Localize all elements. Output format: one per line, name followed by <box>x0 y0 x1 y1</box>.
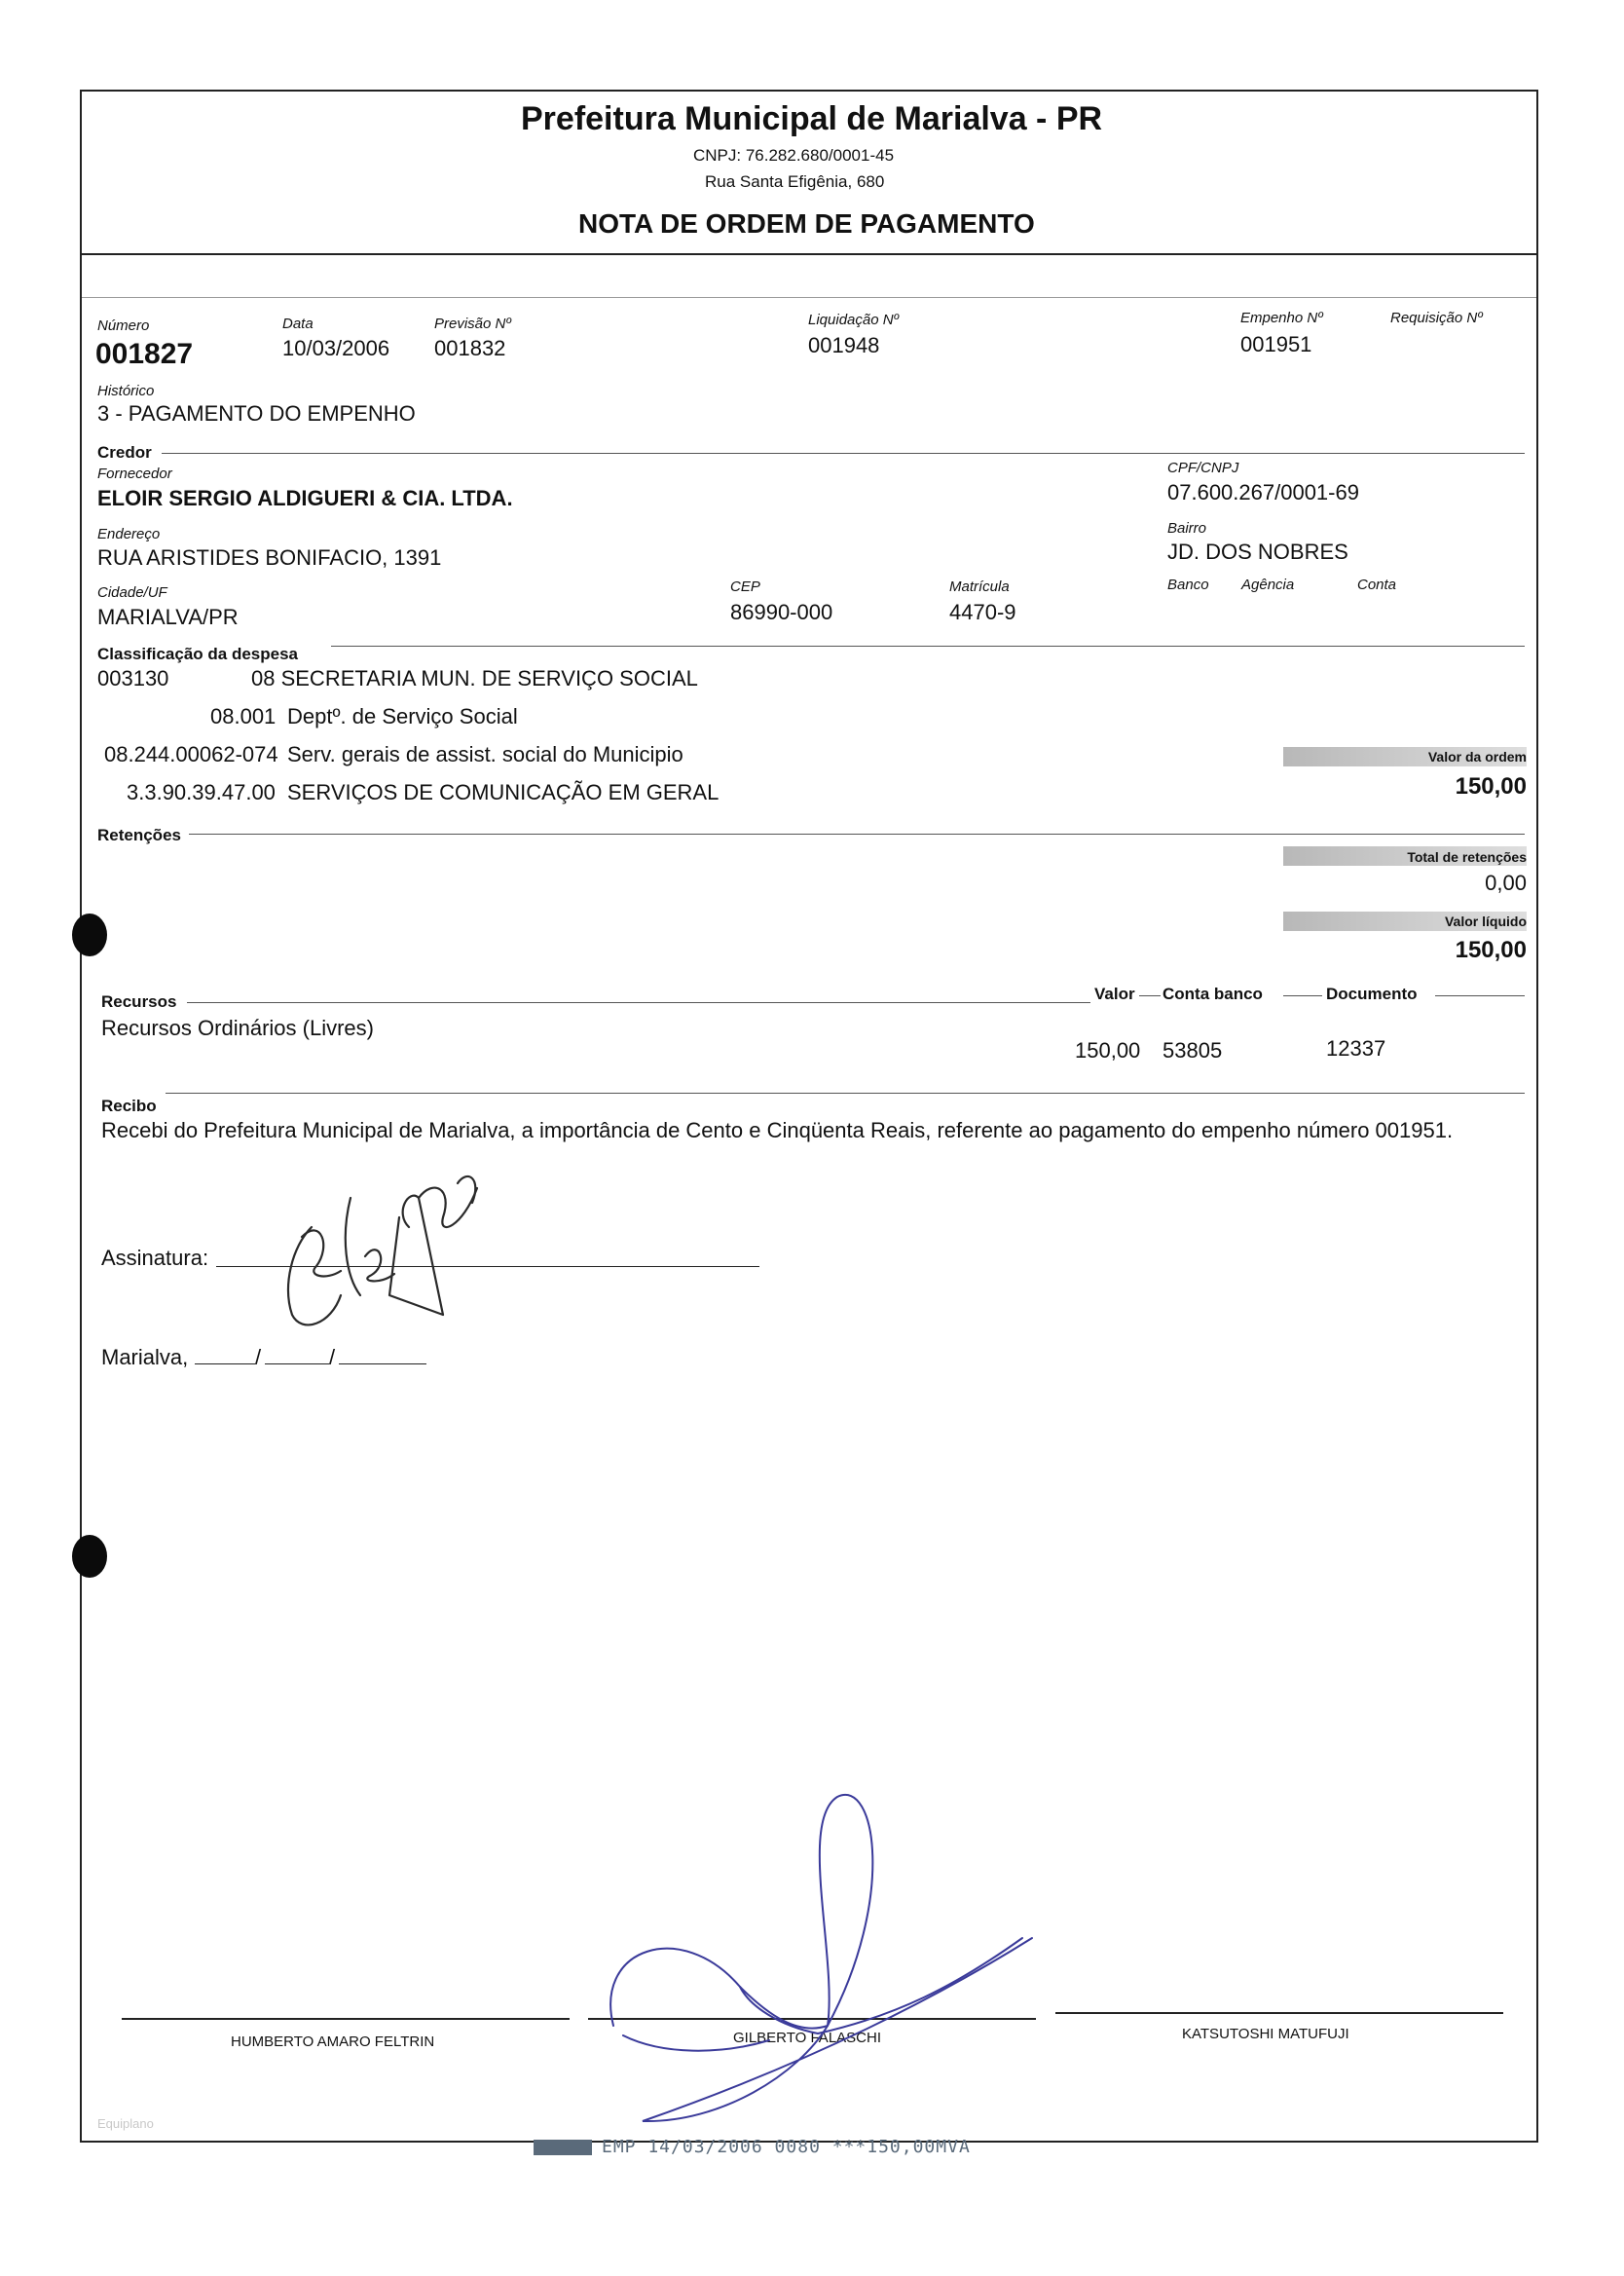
recibo-section-title: Recibo <box>101 1097 157 1115</box>
data-label: Data <box>282 316 314 332</box>
endereco-label: Endereço <box>97 526 161 542</box>
org-cnpj: CNPJ: 76.282.680/0001-45 <box>693 146 895 165</box>
punch-hole-bottom <box>72 1535 107 1578</box>
class-desc-3: Serv. gerais de assist. social do Municipio <box>287 742 683 766</box>
org-address: Rua Santa Efigênia, 680 <box>705 172 885 191</box>
recursos-rule-4 <box>1435 995 1525 996</box>
recibo-rule <box>166 1093 1525 1094</box>
retencoes-rule <box>189 834 1525 835</box>
signatory-1: HUMBERTO AMARO FELTRIN <box>231 2033 435 2050</box>
signature-line-1 <box>122 2018 570 2020</box>
previsao-value: 001832 <box>434 336 506 360</box>
previsao-label: Previsão Nº <box>434 316 511 332</box>
class-code-1: 003130 <box>97 666 169 690</box>
historico-value: 3 - PAGAMENTO DO EMPENHO <box>97 401 416 426</box>
fornecedor-label: Fornecedor <box>97 466 172 482</box>
stamp-block <box>534 2140 592 2155</box>
cpf-label: CPF/CNPJ <box>1167 460 1239 476</box>
document-title: NOTA DE ORDEM DE PAGAMENTO <box>578 208 1035 239</box>
valor-liquido-label: Valor líquido <box>1444 914 1527 929</box>
empenho-value: 001951 <box>1240 332 1312 356</box>
recursos-conta: 53805 <box>1163 1038 1223 1063</box>
numero-label: Número <box>97 317 150 334</box>
requisicao-label: Requisição Nº <box>1390 310 1483 326</box>
equiplano-mark: Equiplano <box>97 2116 154 2131</box>
recibo-text: Recebi do Prefeitura Municipal de Marialva, a importância de Cento e Cinqüenta Reais, referente ao pagamento do empenho número 001951. <box>101 1118 1454 1142</box>
classificacao-rule <box>331 646 1525 647</box>
bairro-label: Bairro <box>1167 520 1207 537</box>
date-day-line <box>195 1363 255 1364</box>
recursos-documento: 12337 <box>1326 1036 1386 1061</box>
recursos-documento-label: Documento <box>1326 985 1418 1003</box>
class-code-4: 3.3.90.39.47.00 <box>127 780 276 804</box>
recursos-descricao: Recursos Ordinários (Livres) <box>101 1016 374 1040</box>
recursos-section-title: Recursos <box>101 992 177 1011</box>
signature-line-3 <box>1055 2012 1503 2014</box>
stamp-text: EMP 14/03/2006 0080 ***150,00MVA <box>602 2137 971 2157</box>
mechanical-stamp <box>534 2137 971 2157</box>
cidade-value: MARIALVA/PR <box>97 605 239 629</box>
date-slash-1: / <box>255 1345 262 1369</box>
class-desc-1: 08 SECRETARIA MUN. DE SERVIÇO SOCIAL <box>251 666 698 690</box>
recursos-rule-3 <box>1283 995 1322 996</box>
agencia-label: Agência <box>1241 577 1295 593</box>
cep-label: CEP <box>730 578 760 595</box>
recursos-valor-label: Valor <box>1094 985 1135 1003</box>
banco-label: Banco <box>1167 577 1209 593</box>
bairro-value: JD. DOS NOBRES <box>1167 540 1348 564</box>
header-subline <box>82 297 1536 298</box>
recursos-conta-label: Conta banco <box>1163 985 1263 1003</box>
retencoes-section-title: Retenções <box>97 826 181 844</box>
class-code-3: 08.244.00062-074 <box>104 742 278 766</box>
fornecedor-value: ELOIR SERGIO ALDIGUERI & CIA. LTDA. <box>97 486 513 510</box>
total-retencoes-label: Total de retenções <box>1407 849 1527 865</box>
local-label: Marialva, <box>101 1345 189 1369</box>
assinatura-label: Assinatura: <box>101 1246 209 1270</box>
endereco-value: RUA ARISTIDES BONIFACIO, 1391 <box>97 545 442 570</box>
matricula-label: Matrícula <box>949 578 1010 595</box>
total-retencoes-value: 0,00 <box>1485 871 1527 895</box>
conta-label: Conta <box>1357 577 1397 593</box>
class-desc-2: Deptº. de Serviço Social <box>287 704 518 728</box>
matricula-value: 4470-9 <box>949 600 1016 624</box>
date-slash-2: / <box>329 1345 336 1369</box>
date-year-line <box>339 1363 426 1364</box>
recursos-rule-1 <box>187 1002 1090 1003</box>
numero-value: 001827 <box>95 338 194 370</box>
historico-label: Histórico <box>97 383 155 399</box>
class-code-2: 08.001 <box>210 704 277 728</box>
signatory-2: GILBERTO FALASCHI <box>733 2030 881 2046</box>
empenho-label: Empenho Nº <box>1240 310 1323 326</box>
classificacao-section-title: Classificação da despesa <box>97 645 299 663</box>
recursos-valor: 150,00 <box>1075 1038 1141 1063</box>
header-separator <box>82 253 1536 255</box>
punch-hole-top <box>72 914 107 956</box>
valor-ordem-label: Valor da ordem <box>1427 749 1527 765</box>
cpf-value: 07.600.267/0001-69 <box>1167 480 1359 504</box>
valor-liquido-value: 150,00 <box>1455 937 1527 963</box>
recursos-rule-2 <box>1139 995 1161 996</box>
valor-ordem-value: 150,00 <box>1455 773 1527 800</box>
liquidacao-value: 001948 <box>808 333 880 357</box>
cep-value: 86990-000 <box>730 600 833 624</box>
credor-section-title: Credor <box>97 443 152 462</box>
blue-signature <box>604 1782 1042 2143</box>
date-month-line <box>265 1363 329 1364</box>
liquidacao-label: Liquidação Nº <box>808 312 900 328</box>
cidade-label: Cidade/UF <box>97 584 167 601</box>
credor-rule <box>162 453 1525 454</box>
receipt-signature <box>273 1159 497 1344</box>
org-title: Prefeitura Municipal de Marialva - PR <box>521 100 1103 137</box>
signatory-3: KATSUTOSHI MATUFUJI <box>1182 2026 1349 2042</box>
data-value: 10/03/2006 <box>282 336 390 360</box>
class-desc-4: SERVIÇOS DE COMUNICAÇÃO EM GERAL <box>287 780 720 804</box>
